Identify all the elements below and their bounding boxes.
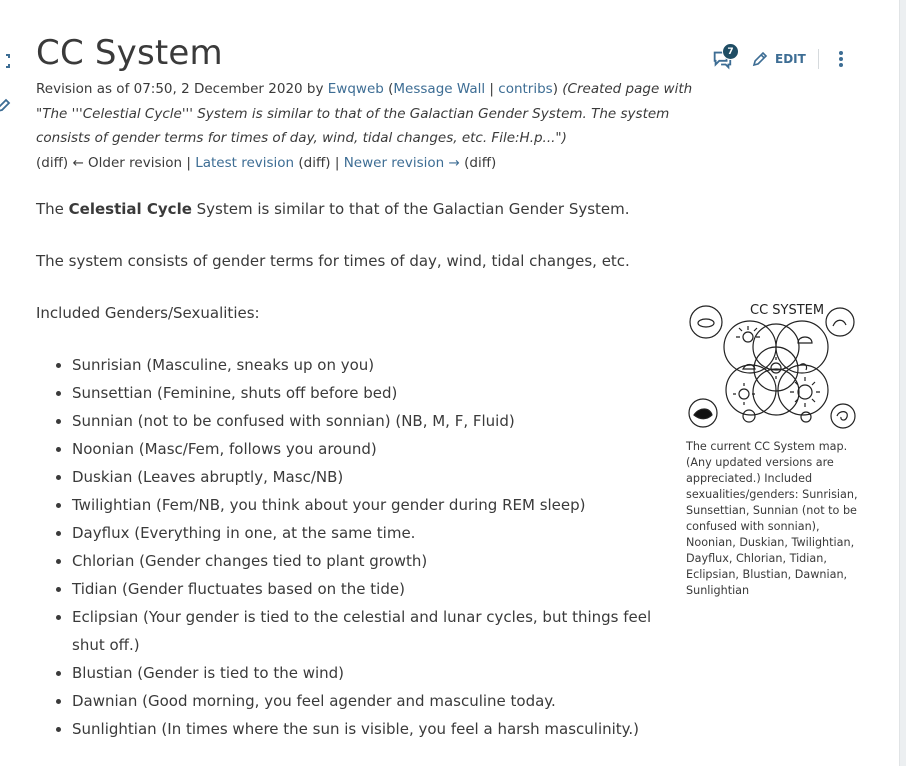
figure-caption: The current CC System map. (Any updated versions are appreciated.) Included sexualities/genders: Sunrisian, Sunsettian, Sunnian (not to be confused with sonnian), Noonian, Duskian, Twilightian, Dayflux, Chlorian, Tidian, Eclipsian, Blustian, Dawnian, Sunlightian: [686, 440, 858, 597]
page-title: CC System: [36, 33, 223, 73]
list-item: • Blustian (Gender is tied to the wind): [72, 659, 656, 687]
talk-count-badge: 7: [722, 43, 739, 60]
older-revision: ← Older revision |: [68, 154, 196, 171]
list-item: • Noonian (Masc/Fem, follows you around): [72, 435, 656, 463]
intro-paragraph: [36, 195, 656, 247]
separator: |: [485, 81, 499, 97]
discussion-button[interactable]: [707, 44, 737, 74]
contribs-link[interactable]: contribs: [498, 81, 553, 97]
list-item: • Tidian (Gender fluctuates based on the tide): [72, 575, 656, 603]
image-title-text: CC SYSTEM: [750, 303, 825, 318]
paren-open: (: [383, 81, 394, 97]
gender-list: [36, 351, 656, 743]
message-wall-link[interactable]: Message Wall: [393, 81, 486, 97]
user-link[interactable]: Ewqweb: [327, 81, 384, 97]
revision-prefix: Revision as of 07:50, 2 December 2020 by: [36, 81, 328, 97]
intro-post: System is similar to that of the Galactian Gender System.: [191, 200, 630, 218]
scrollbar-edge[interactable]: [899, 0, 906, 766]
list-item: • Chlorian (Gender changes tied to plant growth): [72, 547, 656, 575]
edit-button[interactable]: [751, 49, 819, 69]
list-item: • Dayflux (Everything in one, at the same time.: [72, 519, 656, 547]
list-item: • Eclipsian (Your gender is tied to the celestial and lunar cycles, but things feel shut off.): [72, 603, 656, 659]
edit-pencil-icon: [751, 50, 769, 68]
intro-bold: Celestial Cycle: [68, 200, 192, 218]
list-item: • Sunlightian (In times where the sun is visible, you feel a harsh masculinity.): [72, 715, 656, 743]
expand-icon[interactable]: [0, 52, 12, 70]
separator-2: |: [330, 154, 344, 171]
list-item: • Sunsettian (Feminine, shuts off before bed): [72, 379, 656, 407]
newer-revision-link[interactable]: Newer revision →: [343, 154, 460, 171]
diff-label: (diff): [36, 154, 69, 171]
cc-system-figure: [686, 299, 858, 599]
list-item: • Sunnian (not to be confused with sonnian) (NB, M, F, Fluid): [72, 407, 656, 435]
paren-close: ): [552, 81, 563, 97]
edit-label: EDIT: [775, 52, 806, 66]
edit-summary: (Created page with "The '''Celestial Cycle''' System is similar to that of the Galactian Gender System. The system consists of gender terms for times of day, wind, tidal changes, etc. File:H.p..."): [36, 81, 693, 146]
page-actions: [707, 42, 851, 76]
article-content: [36, 195, 656, 743]
system-paragraph: The system consists of gender terms for times of day, wind, tidal changes, etc.: [36, 252, 630, 270]
diff-label-3: (diff): [459, 154, 497, 171]
pencil-icon[interactable]: [0, 97, 12, 115]
list-item: • Sunrisian (Masculine, sneaks up on you): [72, 351, 656, 379]
intro-pre: The: [36, 200, 69, 218]
list-item: • Dawnian (Good morning, you feel agender and masculine today.: [72, 687, 656, 715]
more-actions-button[interactable]: [831, 47, 851, 71]
list-item: • Twilightian (Fem/NB, you think about your gender during REM sleep): [72, 491, 656, 519]
latest-revision-link[interactable]: Latest revision: [195, 154, 295, 171]
included-heading: Included Genders/Sexualities:: [36, 304, 260, 322]
list-item: • Duskian (Leaves abruptly, Masc/NB): [72, 463, 656, 491]
more-vertical-icon: [838, 50, 844, 68]
diff-label-2: (diff): [294, 154, 331, 171]
revision-info: [36, 77, 696, 175]
cc-system-map-image[interactable]: [686, 299, 858, 433]
